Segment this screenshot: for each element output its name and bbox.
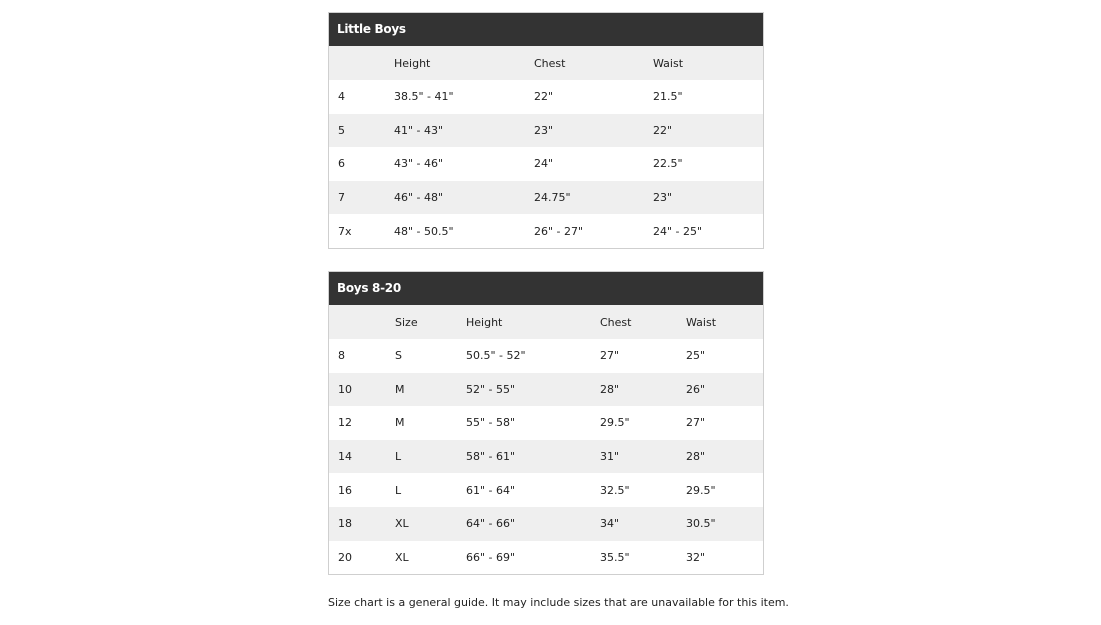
column-header: Chest (591, 305, 677, 339)
table-cell: 29.5" (686, 483, 716, 497)
table-cell: L (386, 440, 457, 474)
table-row (329, 214, 763, 248)
table-cell: 28" (591, 373, 677, 407)
column-header (329, 305, 386, 339)
table-cell: 32" (686, 550, 706, 564)
table-row (329, 147, 763, 181)
table-cell: 4 (338, 90, 345, 104)
table-header-row (329, 305, 763, 339)
table-row (329, 373, 763, 407)
table-cell: 38.5" - 41" (394, 90, 454, 104)
table-cell: 64" - 66" (457, 507, 591, 541)
table-cell: 46" - 48" (385, 181, 525, 215)
table-cell: 23" (644, 181, 763, 215)
table-cell: M (395, 416, 405, 430)
little-boys-size-chart (328, 12, 764, 249)
table-cell: 20 (338, 550, 352, 564)
table-cell: 8 (338, 349, 345, 363)
size-chart-disclaimer: Size chart is a general guide. It may include sizes that are unavailable for this item. (328, 596, 789, 609)
table-header-row (329, 46, 763, 80)
table-cell: 21.5" (653, 90, 683, 104)
table-cell: 7 (329, 181, 385, 215)
table-cell: 32.5" (600, 483, 630, 497)
table-cell: 18 (329, 507, 386, 541)
table-cell: 48" - 50.5" (394, 224, 454, 238)
table-cell: 7x (338, 224, 352, 238)
table-cell: 24" (534, 157, 554, 171)
table-row (329, 406, 763, 440)
table-cell: 35.5" (600, 550, 630, 564)
column-header (329, 46, 385, 80)
table-cell: 26" (677, 373, 763, 407)
table-cell: 61" - 64" (466, 483, 516, 497)
column-header: Height (385, 46, 525, 80)
chart-title: Little Boys (329, 13, 763, 46)
table-cell: 16 (338, 483, 352, 497)
table-cell: 24.75" (525, 181, 644, 215)
table-cell: 25" (686, 349, 706, 363)
size-table (329, 305, 763, 574)
table-cell: 23" (525, 114, 644, 148)
column-header: Waist (644, 46, 763, 80)
table-row (329, 473, 763, 507)
table-cell: 28" (677, 440, 763, 474)
table-row (329, 440, 763, 474)
chart-title: Boys 8-20 (329, 272, 763, 305)
column-header: Waist (677, 305, 763, 339)
table-cell: 26" - 27" (534, 224, 584, 238)
column-header: Size (386, 305, 457, 339)
table-row (329, 339, 763, 373)
table-cell: 43" - 46" (394, 157, 444, 171)
table-cell: 58" - 61" (457, 440, 591, 474)
size-table (329, 46, 763, 248)
table-cell: S (395, 349, 402, 363)
column-header: Height (457, 305, 591, 339)
table-cell: 27" (686, 416, 706, 430)
table-cell: 6 (338, 157, 345, 171)
table-cell: 34" (591, 507, 677, 541)
table-cell: 22.5" (653, 157, 683, 171)
table-cell: 27" (600, 349, 620, 363)
boys-8-20-size-chart (328, 271, 764, 575)
table-row (329, 114, 763, 148)
table-cell: 31" (591, 440, 677, 474)
table-cell: 55" - 58" (466, 416, 516, 430)
table-cell: 22" (644, 114, 763, 148)
table-cell: XL (395, 550, 409, 564)
table-cell: 24" - 25" (653, 224, 703, 238)
table-row (329, 541, 763, 575)
table-cell: 5 (329, 114, 385, 148)
table-cell: 66" - 69" (466, 550, 516, 564)
table-cell: 52" - 55" (457, 373, 591, 407)
column-header: Chest (525, 46, 644, 80)
table-cell: 50.5" - 52" (466, 349, 526, 363)
table-cell: L (395, 483, 402, 497)
table-cell: 29.5" (600, 416, 630, 430)
table-cell: 10 (329, 373, 386, 407)
table-row (329, 507, 763, 541)
table-cell: M (386, 373, 457, 407)
table-cell: 30.5" (677, 507, 763, 541)
table-cell: 41" - 43" (385, 114, 525, 148)
table-cell: 22" (534, 90, 554, 104)
table-row (329, 181, 763, 215)
table-cell: XL (386, 507, 457, 541)
table-row (329, 80, 763, 114)
table-cell: 12 (338, 416, 352, 430)
table-cell: 14 (329, 440, 386, 474)
